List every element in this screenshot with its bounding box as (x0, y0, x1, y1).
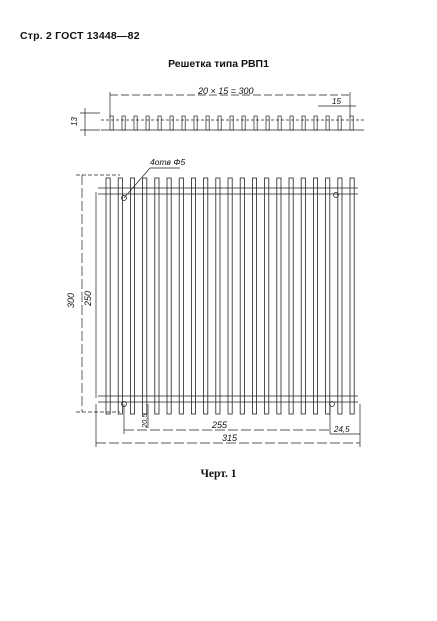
front-bar (252, 178, 256, 414)
dim-top-total: 20 × 15 = 300 (198, 86, 254, 96)
top-bar (182, 116, 185, 130)
dim-holes-note: 4отв Φ5 (150, 157, 186, 167)
front-bar (338, 178, 342, 414)
top-bar (242, 116, 245, 130)
dim-width-outer: 315 (222, 433, 238, 443)
front-bar (240, 178, 244, 414)
top-bar (110, 116, 113, 130)
front-bar (301, 178, 305, 414)
top-bar (326, 116, 329, 130)
holes-leader (124, 168, 150, 198)
top-bar (134, 116, 137, 130)
top-bar (122, 116, 125, 130)
dim-top-height: 13 (70, 117, 79, 126)
dim-width-inner: 255 (212, 420, 228, 430)
top-bar (146, 116, 149, 130)
top-bar (290, 116, 293, 130)
top-bar (338, 116, 341, 130)
dim-bottom-offset: 20,5 (140, 413, 149, 428)
front-bar (228, 178, 232, 414)
front-bar (130, 178, 134, 414)
top-bar (230, 116, 233, 130)
front-bar (289, 178, 293, 414)
top-bar (266, 116, 269, 130)
front-bar (350, 178, 354, 414)
dim-top-pitch: 15 (332, 97, 341, 106)
front-bar (216, 178, 220, 414)
figure-caption: Черт. 1 (200, 468, 237, 480)
top-bar (302, 116, 305, 130)
front-view-bars (106, 178, 354, 414)
top-bar (254, 116, 257, 130)
top-bar (314, 116, 317, 130)
top-bar (218, 116, 221, 130)
front-bar (167, 178, 171, 414)
top-bar (206, 116, 209, 130)
front-bar (191, 178, 195, 414)
front-bar (179, 178, 183, 414)
top-bar (158, 116, 161, 130)
top-bar (194, 116, 197, 130)
front-bar (106, 178, 110, 414)
front-bar (204, 178, 208, 414)
front-bar (265, 178, 269, 414)
front-bar (313, 178, 317, 414)
top-bar (170, 116, 173, 130)
dim-edge-right: 24,5 (334, 425, 350, 434)
dim-height-inner: 250 (83, 290, 93, 306)
front-bar (326, 178, 330, 414)
top-bar (278, 116, 281, 130)
page-header: Стр. 2 ГОСТ 13448—82 (20, 30, 140, 42)
top-bar (350, 116, 353, 130)
front-bar (277, 178, 281, 414)
front-bar (143, 178, 147, 414)
top-view-bars (110, 116, 353, 130)
front-bar (155, 178, 159, 414)
front-bar (118, 178, 122, 414)
drawing-title: Решетка типа РВП1 (168, 58, 269, 70)
dim-height-outer: 300 (66, 292, 76, 308)
